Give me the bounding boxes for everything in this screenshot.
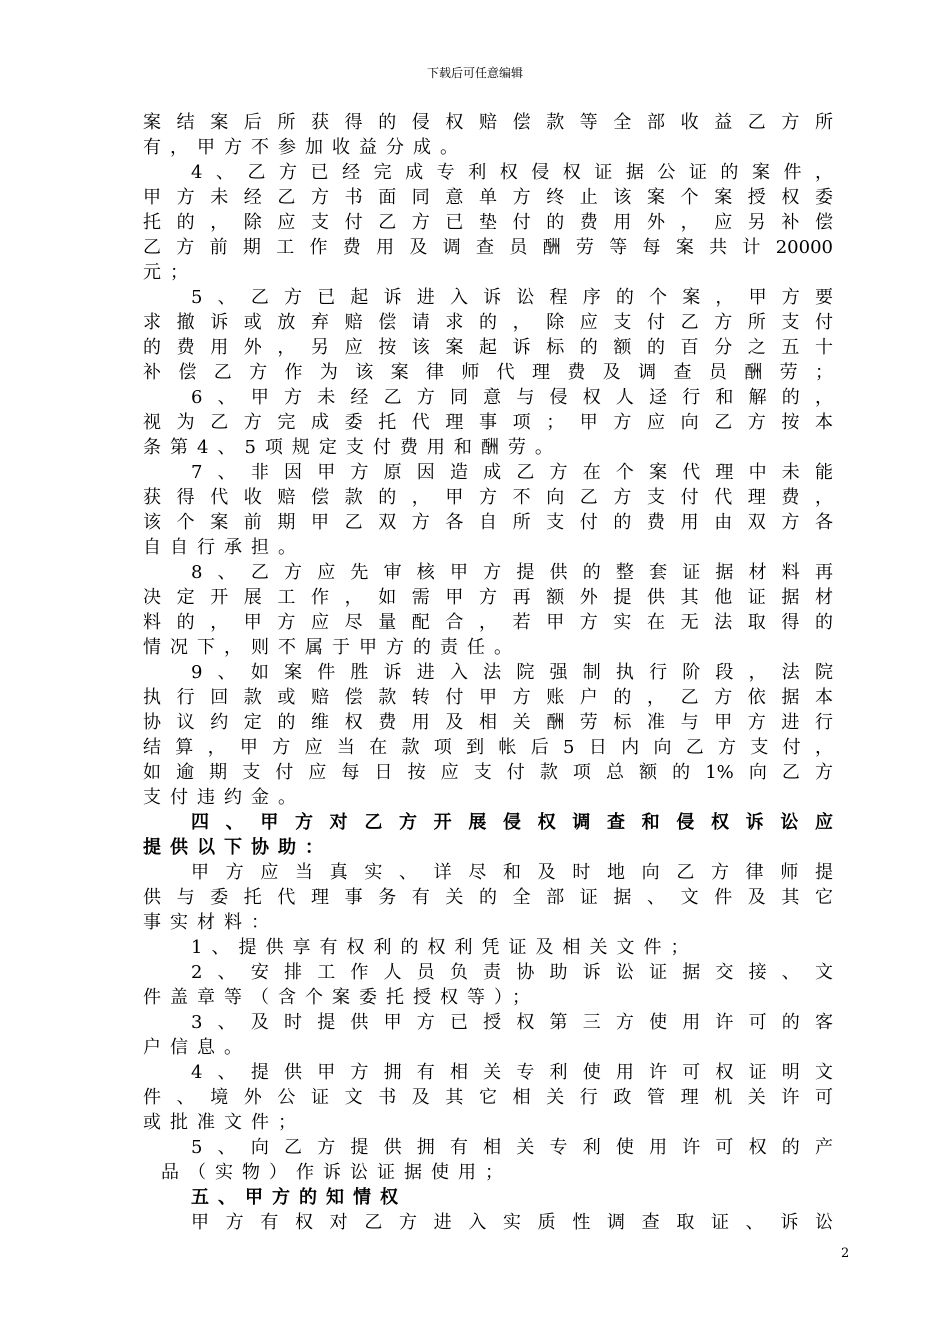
text-line: 决定开展工作，如需甲方再额外提供其他证据材 bbox=[143, 587, 833, 608]
text-line: 有，甲方不参加收益分成。 bbox=[143, 137, 467, 158]
page-number: 2 bbox=[841, 1246, 850, 1261]
text-line: 5、乙方已起诉进入诉讼程序的个案，甲方要 bbox=[191, 287, 833, 308]
text-line: 如逾期支付应每日按应支付款项总额的1%向乙方 bbox=[143, 762, 833, 783]
text-line: 协议约定的维权费用及相关酬劳标准与甲方进行 bbox=[143, 712, 833, 733]
text-line: 7、非因甲方原因造成乙方在个案代理中未能 bbox=[191, 462, 833, 483]
text-line: 案结案后所获得的侵权赔偿款等全部收益乙方所 bbox=[143, 112, 833, 133]
text-line: 8、乙方应先审核甲方提供的整套证据材料再 bbox=[191, 562, 833, 583]
text-line: 甲方有权对乙方进入实质性调查取证、诉讼 bbox=[191, 1212, 833, 1233]
text-line: 1、提供享有权利的权利凭证及相关文件； bbox=[191, 937, 698, 958]
text-line: 甲方未经乙方书面同意单方终止该案个案授权委 bbox=[143, 187, 833, 208]
text-line: 件、境外公证文书及其它相关行政管理机关许可 bbox=[143, 1087, 833, 1108]
text-line: 或批准文件； bbox=[143, 1112, 305, 1133]
text-line: 自自行承担。 bbox=[143, 537, 305, 558]
text-line: 件盖章等（含个案委托授权等）； bbox=[143, 987, 539, 1008]
text-line: 5、向乙方提供拥有相关专利使用许可权的产 bbox=[191, 1137, 833, 1158]
text-line: 支付违约金。 bbox=[143, 787, 305, 808]
text-line: 品（实物）作诉讼证据使用； bbox=[161, 1162, 512, 1183]
text-line: 户信息。 bbox=[143, 1037, 251, 1058]
text-line: 4、乙方已经完成专利权侵权证据公证的案件， bbox=[191, 162, 833, 183]
text-line: 甲方应当真实、详尽和及时地向乙方律师提 bbox=[191, 862, 833, 883]
section-heading: 四、甲方对乙方开展侵权调查和侵权诉讼应 bbox=[191, 812, 833, 833]
text-line: 情况下，则不属于甲方的责任。 bbox=[143, 637, 521, 658]
text-line: 补偿乙方作为该案律师代理费及调查员酬劳； bbox=[143, 362, 833, 383]
text-line: 该个案前期甲乙双方各自所支付的费用由双方各 bbox=[143, 512, 833, 533]
section-heading: 五、甲方的知情权 bbox=[191, 1187, 407, 1208]
text-line: 元； bbox=[143, 262, 197, 283]
text-line: 供与委托代理事务有关的全部证据、文件及其它 bbox=[143, 887, 833, 908]
text-line: 事实材料： bbox=[143, 912, 278, 933]
document-body bbox=[143, 110, 833, 1235]
text-line: 获得代收赔偿款的，甲方不向乙方支付代理费， bbox=[143, 487, 833, 508]
text-line: 乙方前期工作费用及调查员酬劳等每案共计20000 bbox=[143, 237, 833, 258]
text-line: 结算，甲方应当在款项到帐后5日内向乙方支付， bbox=[143, 737, 833, 758]
text-line: 4、提供甲方拥有相关专利使用许可权证明文 bbox=[191, 1062, 833, 1083]
text-line: 3、及时提供甲方已授权第三方使用许可的客 bbox=[191, 1012, 833, 1033]
text-line: 6、甲方未经乙方同意与侵权人迳行和解的， bbox=[191, 387, 833, 408]
section-heading: 提供以下协助： bbox=[143, 837, 332, 858]
text-line: 求撤诉或放弃赔偿请求的，除应支付乙方所支付 bbox=[143, 312, 833, 333]
text-line: 托的，除应支付乙方已垫付的费用外，应另补偿 bbox=[143, 212, 833, 233]
text-line: 料的，甲方应尽量配合，若甲方实在无法取得的 bbox=[143, 612, 833, 633]
text-line: 的费用外，另应按该案起诉标的额的百分之五十 bbox=[143, 337, 833, 358]
text-line: 视为乙方完成委托代理事项；甲方应向乙方按本 bbox=[143, 412, 833, 433]
text-line: 条第4、5项规定支付费用和酬劳。 bbox=[143, 437, 562, 458]
text-line: 2、安排工作人员负责协助诉讼证据交接、文 bbox=[191, 962, 833, 983]
page-header: 下载后可任意编辑 bbox=[426, 66, 523, 80]
text-line: 9、如案件胜诉进入法院强制执行阶段，法院 bbox=[191, 662, 833, 683]
text-line: 执行回款或赔偿款转付甲方账户的，乙方依据本 bbox=[143, 687, 833, 708]
